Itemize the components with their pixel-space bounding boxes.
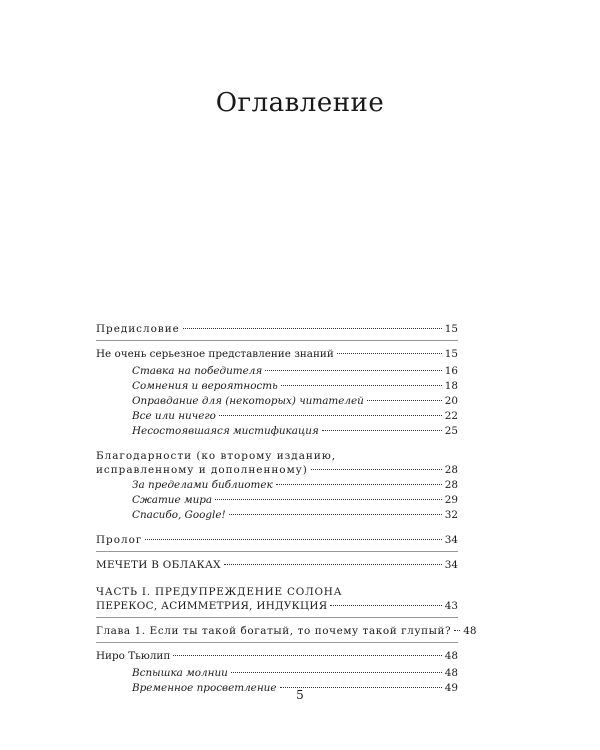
toc-page-number: 48 — [444, 650, 458, 662]
toc-entry-doubts[interactable] — [96, 379, 458, 393]
toc-entry-nero-tulip[interactable] — [96, 649, 458, 663]
toc-entry-knowledge[interactable] — [96, 347, 458, 361]
toc-page-number: 15 — [444, 348, 458, 360]
spacer — [96, 523, 458, 533]
toc-page-number: 49 — [444, 682, 458, 694]
toc-page-number: 34 — [444, 559, 458, 571]
toc-page-number: 34 — [444, 534, 458, 546]
toc-page-number: 20 — [444, 395, 458, 407]
toc-page-number: 18 — [444, 380, 458, 392]
dot-leader — [215, 499, 442, 500]
toc-label: Ставка на победителя — [132, 365, 263, 377]
toc-entry-preface[interactable] — [96, 322, 458, 336]
spacer — [96, 439, 458, 449]
toc-entry-winner-bet[interactable] — [96, 364, 458, 378]
toc-page-number: 16 — [444, 365, 458, 377]
toc-page-number: 29 — [444, 494, 458, 506]
dot-leader — [265, 370, 441, 371]
toc-label: Глава 1. Если ты такой богатый, то почему такой глупый? — [96, 625, 452, 637]
dot-leader — [276, 484, 442, 485]
toc-entry-justification[interactable] — [96, 394, 458, 408]
dot-leader — [322, 430, 442, 431]
toc-page-number: 48 — [463, 625, 477, 637]
toc-label: Ниро Тьюлип — [96, 650, 171, 662]
divider — [96, 551, 458, 552]
dot-leader — [231, 672, 442, 673]
toc-label: Сжатие мира — [132, 494, 213, 506]
toc-entry-mosques[interactable] — [96, 558, 458, 572]
toc-label: Пролог — [96, 534, 143, 546]
table-of-contents — [96, 322, 477, 696]
toc-label-line2: ПЕРЕКОС, АСИММЕТРИЯ, ИНДУКЦИЯ — [96, 600, 328, 612]
toc-entry-acknowledgements[interactable] — [96, 449, 458, 477]
dot-leader — [281, 385, 442, 386]
toc-entry-world-compression[interactable] — [96, 493, 458, 507]
toc-entry-acknowledgements-row — [96, 463, 458, 477]
spacer — [96, 575, 458, 585]
dot-leader — [330, 605, 441, 606]
dot-leader — [337, 353, 442, 354]
page-number: 5 — [296, 688, 304, 702]
toc-label: МЕЧЕТИ В ОБЛАКАХ — [96, 559, 221, 571]
toc-label-line1: ЧАСТЬ I. ПРЕДУПРЕЖДЕНИЕ СОЛОНА — [96, 586, 343, 598]
toc-page-number: 32 — [444, 509, 458, 521]
toc-entry-beyond-libraries[interactable] — [96, 478, 458, 492]
toc-label: Не очень серьезное представление знаний — [96, 348, 334, 360]
toc-label: Оправдание для (некоторых) читателей — [132, 395, 364, 407]
divider — [96, 340, 458, 341]
toc-page-number: 15 — [444, 323, 458, 335]
dot-leader — [173, 655, 441, 656]
dot-leader — [219, 415, 442, 416]
toc-entry-part-one[interactable] — [96, 585, 458, 613]
toc-page-number: 28 — [444, 464, 458, 476]
toc-entry-lightning[interactable] — [96, 666, 458, 680]
divider — [96, 642, 458, 643]
toc-label: Спасибо, Google! — [132, 509, 226, 521]
toc-label: За пределами библиотек — [132, 479, 273, 491]
toc-entry-chapter-one[interactable] — [96, 624, 477, 638]
toc-label: Вспышка молнии — [132, 667, 228, 679]
toc-label: Сомнения и вероятность — [132, 380, 278, 392]
toc-label: Все или ничего — [132, 410, 216, 422]
toc-page-number: 43 — [444, 600, 458, 612]
toc-page-number: 25 — [444, 425, 458, 437]
toc-label: Несостоявшаяся мистификация — [132, 425, 319, 437]
toc-page-number: 48 — [444, 667, 458, 679]
dot-leader — [311, 469, 442, 470]
toc-label-line1: Благодарности (ко второму изданию, — [96, 450, 337, 462]
page-title: Оглавление — [215, 88, 385, 118]
dot-leader — [229, 514, 442, 515]
toc-entry-part-one-row — [96, 599, 458, 613]
toc-page-number: 22 — [444, 410, 458, 422]
dot-leader — [145, 539, 441, 540]
toc-entry-thanks-google[interactable] — [96, 508, 458, 522]
toc-entry-mystification[interactable] — [96, 424, 458, 438]
toc-label: Предисловие — [96, 323, 180, 335]
divider — [96, 617, 458, 618]
toc-entry-all-or-nothing[interactable] — [96, 409, 458, 423]
dot-leader — [224, 564, 442, 565]
toc-label-line2: исправленному и дополненному) — [96, 464, 308, 476]
toc-entry-prologue[interactable] — [96, 533, 458, 547]
toc-page-number: 28 — [444, 479, 458, 491]
dot-leader — [367, 400, 442, 401]
toc-label: Временное просветление — [132, 682, 277, 694]
dot-leader — [454, 630, 460, 631]
dot-leader — [183, 328, 442, 329]
